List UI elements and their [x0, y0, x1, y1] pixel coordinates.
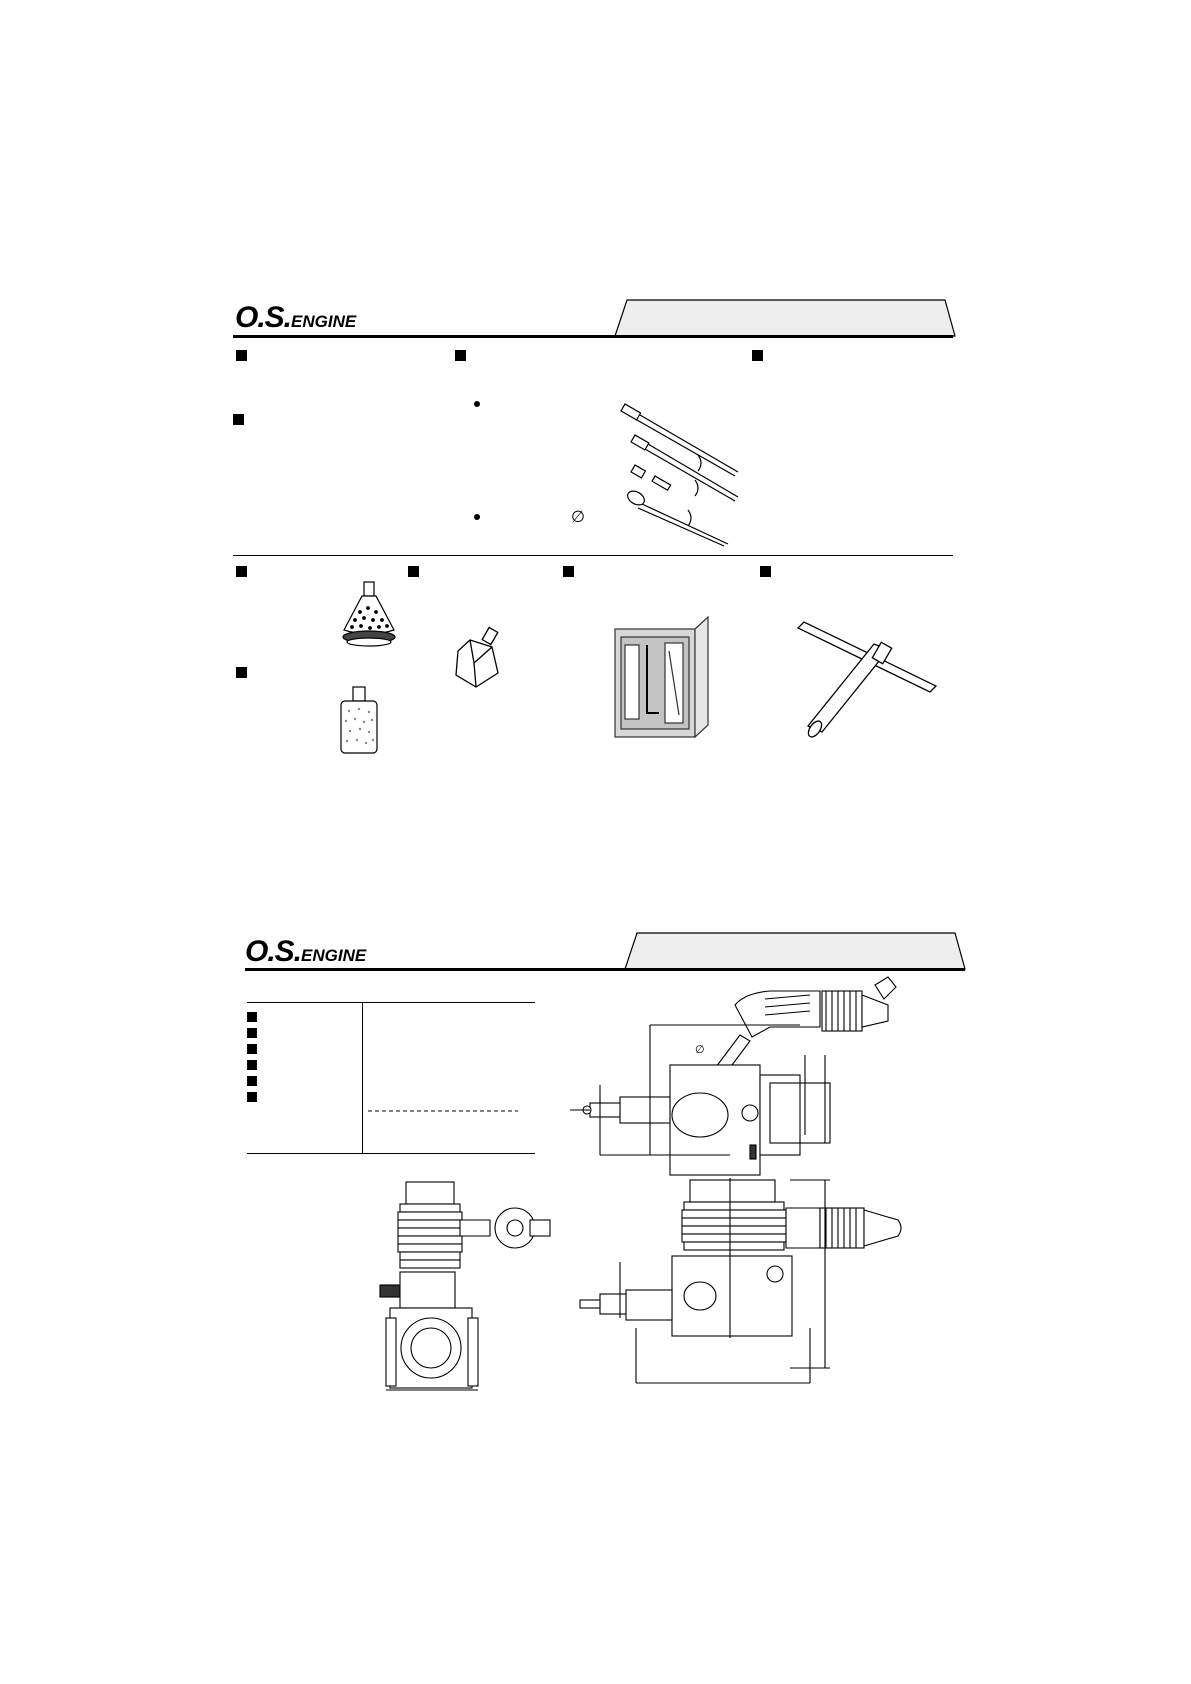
logo-sub-text: ENGINE: [291, 312, 357, 331]
section-marker-2: [455, 350, 466, 361]
section-marker-3: [752, 350, 763, 361]
os-engine-logo-bottom: [245, 937, 366, 967]
engine-front-view-drawing: [360, 1180, 570, 1395]
header-rule-bottom: [245, 968, 965, 971]
section-marker-6: [408, 566, 419, 577]
spec-table-top: [247, 1002, 535, 1003]
spec-marker-4: [247, 1060, 257, 1070]
engine-side-view-drawing: [570, 975, 930, 1175]
section-marker-7: [563, 566, 574, 577]
spec-marker-1: [247, 1012, 257, 1022]
fuel-filter-cone-illustration: [340, 580, 400, 655]
section-marker-8: [760, 566, 771, 577]
phi-symbol-bottom: ∅: [695, 1044, 705, 1056]
fuel-filter-cylinder-illustration: [335, 685, 385, 757]
logo-main-text: O.S.: [235, 301, 292, 334]
header-tab-bottom: [625, 933, 965, 973]
spec-marker-6: [247, 1092, 257, 1102]
section-marker-1: [236, 350, 247, 361]
bullet-dot-1: [474, 401, 480, 407]
spec-table-bottom: [247, 1153, 535, 1154]
spec-table-dashed-rule: [368, 1110, 528, 1114]
logo-main-text: O.S.: [245, 935, 302, 968]
section-marker-5: [236, 566, 247, 577]
spec-marker-2: [247, 1028, 257, 1038]
section-marker-9: [236, 667, 247, 678]
fuel-clunk-illustration: [450, 625, 510, 695]
header-rule-top: [233, 335, 953, 338]
box-wrench-illustration: [790, 620, 940, 740]
logo-sub-text: ENGINE: [301, 946, 367, 965]
bullet-dot-2: [474, 514, 480, 520]
spec-marker-5: [247, 1076, 257, 1086]
section-divider-top: [233, 555, 953, 556]
tool-case-illustration: [613, 615, 713, 740]
phi-symbol-top: ∅: [571, 509, 585, 526]
spec-marker-3: [247, 1044, 257, 1054]
header-tab-top: [615, 300, 955, 340]
os-engine-logo-top: [235, 303, 356, 333]
glow-wrench-set-illustration: [620, 400, 740, 545]
section-marker-4: [233, 414, 244, 425]
spec-table-divider: [362, 1002, 363, 1153]
engine-top-view-drawing: [580, 1178, 940, 1393]
